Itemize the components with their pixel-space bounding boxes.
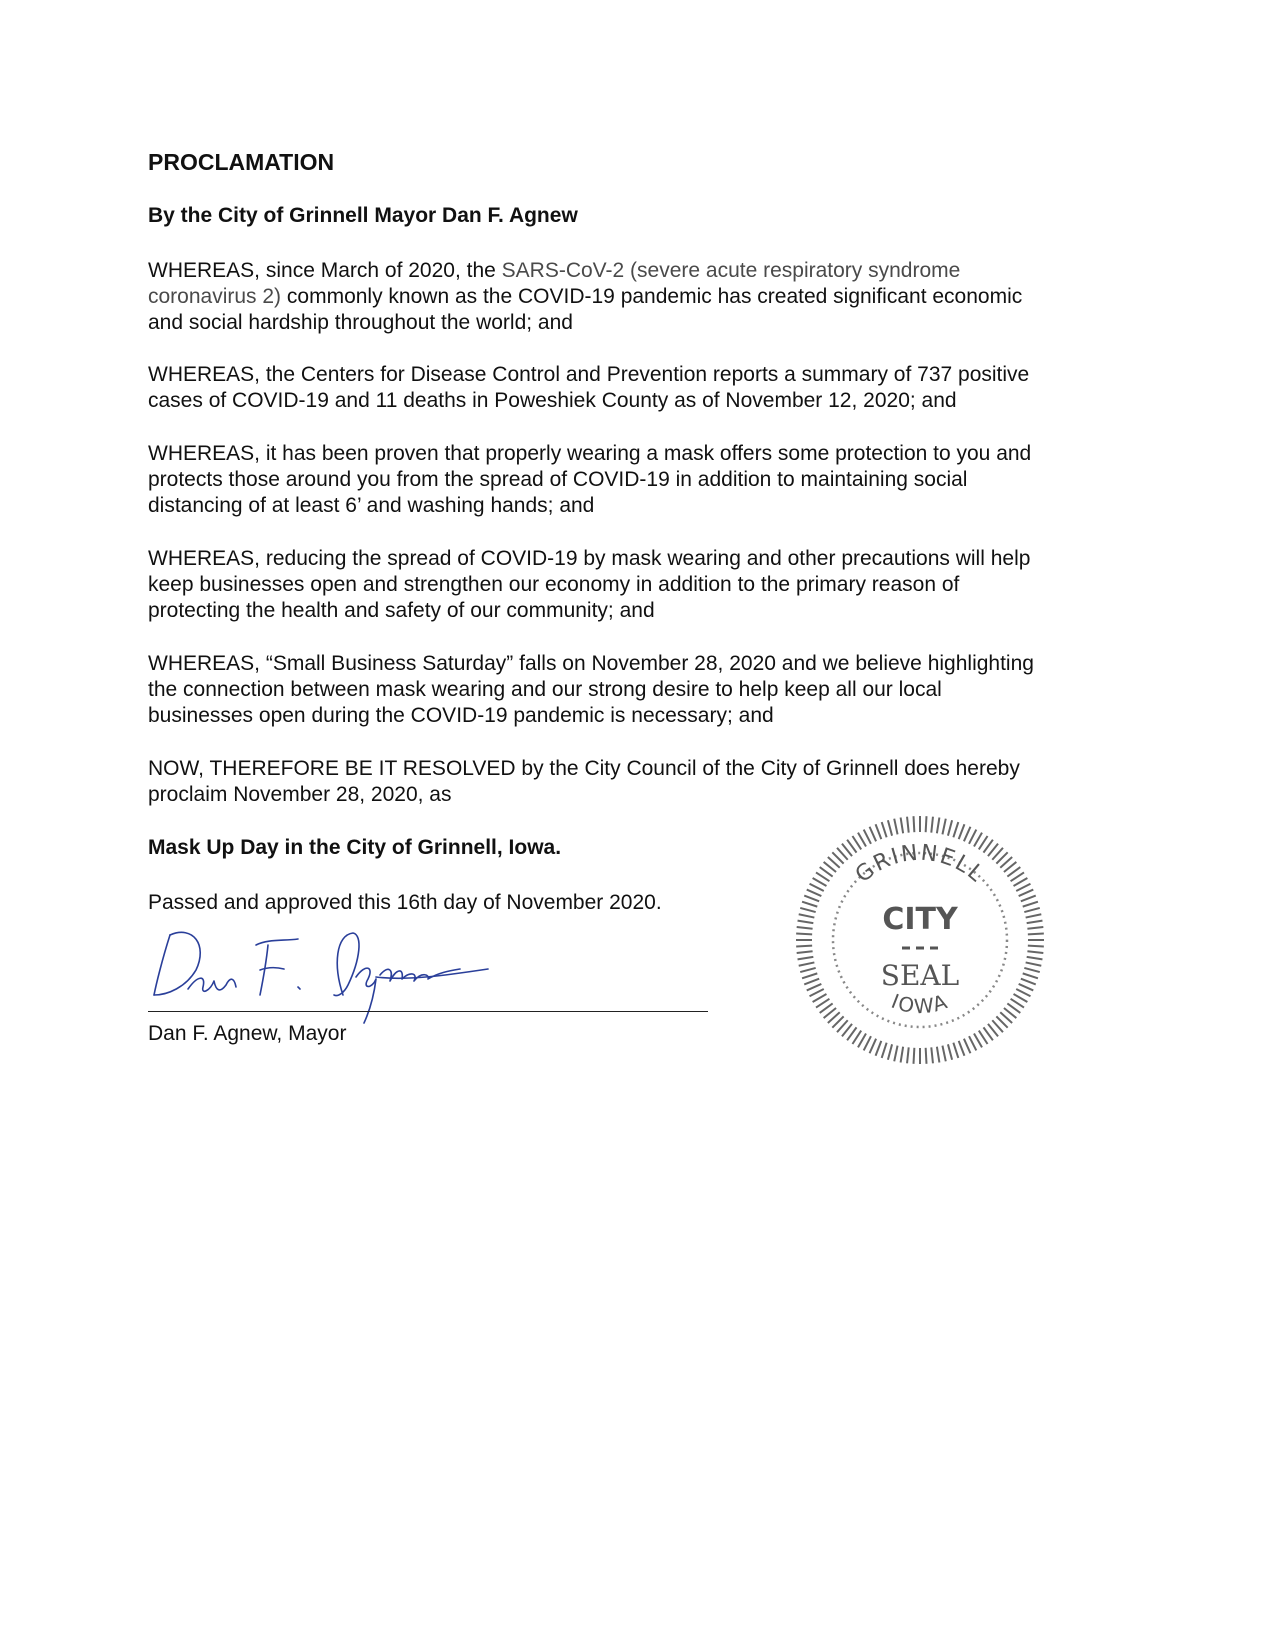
text-run: WHEREAS, “Small Business Saturday” falls on November 28, 2020 and we believe highlighting [148,652,1034,675]
seal-tick [796,946,812,947]
seal-tick [948,820,952,835]
seal-tick [807,890,822,897]
seal-tick [926,1048,927,1064]
seal-tick [864,830,871,844]
seal-tick [858,833,866,847]
seal-tick [914,1048,915,1064]
seal-tick [813,878,827,886]
document-byline: By the City of Grinnell Mayor Dan F. Agnew [148,204,578,227]
seal-tick [948,1044,952,1059]
seal-tick [800,968,815,972]
seal-tick [796,934,812,935]
seal-tick [802,902,817,907]
seal-tick [1028,934,1044,935]
seal-tick [953,1043,958,1058]
seal-tick [864,1036,871,1050]
seal-tick [799,962,815,965]
proclamation-resolution: Mask Up Day in the City of Grinnell, Iowa. [148,836,562,859]
seal-tick [937,1047,940,1063]
whereas-paragraph-2 [148,362,1128,414]
signature-line [148,1011,708,1012]
seal-tick [1024,968,1039,972]
whereas-paragraph-4 [148,546,1128,624]
seal-tick [907,817,909,833]
text-run: cases of COVID-19 and 11 deaths in Poweshiek County as of November 12, 2020; and [148,389,957,412]
seal-tick [959,824,965,839]
seal-tick [858,1034,866,1048]
text-run: commonly known as the COVID-19 pandemic has created significant economic [281,285,1023,308]
seal-tick [1014,994,1028,1002]
seal-tick [959,1041,965,1056]
seal-tick [1027,921,1043,924]
seal-tick [907,1047,909,1063]
document-title: PROCLAMATION [148,149,335,175]
seal-bottom-text: IOWA [888,988,952,1019]
seal-tick [931,817,933,833]
seal-tick [882,822,887,837]
text-run: WHEREAS, it has been proven that properly wearing a mask offers some protection to you and [148,442,1032,465]
seal-tick [807,984,822,991]
text-run: keep businesses open and strengthen our economy in addition to the primary reason of [148,573,960,596]
seal-tick [1024,908,1039,912]
seal-tick [974,833,982,847]
seal-tick [876,824,882,839]
seal-tick [810,884,824,891]
seal-tick [974,1034,982,1048]
whereas-paragraph-3 [148,441,1128,519]
seal-tick [914,816,915,832]
seal-center-bottom-text: SEAL [880,959,960,992]
seal-tick [942,1046,945,1062]
seal-tick [870,1039,877,1054]
seal-tick [876,1041,882,1056]
seal-tick [1023,902,1038,907]
seal-tick [798,957,814,960]
seal-center-top-text: CITY [882,902,958,937]
seal-tick [969,1036,976,1050]
text-run: proclaim November 28, 2020, as [148,783,452,806]
seal-tick [926,816,927,832]
seal-tick [1028,946,1044,947]
seal-tick [799,914,815,917]
signer-name: Dan F. Agnew, Mayor [148,1022,347,1045]
seal-tick [953,822,958,837]
text-run: distancing of at least 6’ and washing hands; and [148,494,595,517]
seal-tick [1026,914,1042,917]
seal-tick [804,979,819,985]
seal-tick [901,818,904,834]
seal-tick [1026,962,1042,965]
whereas-paragraph-5 [148,651,1128,729]
mayor-signature [148,915,518,1025]
text-run-gray: coronavirus 2) [148,285,282,308]
seal-tick [888,1044,892,1059]
seal-tick [800,908,815,912]
text-run: protects those around you from the spread of COVID-19 in addition to maintaining social [148,468,968,491]
text-run: protecting the health and safety of our community; and [148,599,655,622]
text-run: businesses open during the COVID-19 pandemic is necessary; and [148,704,774,727]
seal-tick [804,896,819,902]
text-run: WHEREAS, the Centers for Disease Control and Prevention reports a summary of 737 positive [148,363,1030,386]
seal-tick [901,1047,904,1063]
seal-tick [1023,973,1038,978]
seal-tick [894,819,897,835]
resolved-paragraph [148,756,1128,808]
seal-tick [1027,951,1043,953]
text-run: NOW, THEREFORE BE IT RESOLVED by the City Council of the City of Grinnell does hereby [148,757,1020,780]
seal-tick [937,818,940,834]
whereas-paragraph-1 [148,258,1128,336]
seal-tick [931,1047,933,1063]
seal-tick [870,827,877,842]
seal-tick [1027,957,1043,960]
seal-tick [894,1046,897,1062]
seal-tick [797,951,813,953]
text-run: WHEREAS, reducing the spread of COVID-19 by mask wearing and other precautions will help [148,547,1031,570]
seal-tick [802,973,817,978]
seal-tick [797,927,813,929]
seal-tick [798,921,814,924]
text-run: and social hardship throughout the world; and [148,311,573,334]
text-run-gray: SARS-CoV-2 (severe acute respiratory syndrome [501,259,961,282]
city-seal [785,805,1055,1075]
text-run: the connection between mask wearing and our strong desire to help keep all our local [148,678,942,701]
seal-tick [882,1043,887,1058]
seal-tick [1027,927,1043,929]
seal-tick [942,819,945,835]
seal-tick [1021,979,1036,985]
seal-top-text: GRINNELL [851,840,990,889]
passed-statement: Passed and approved this 16th day of November 2020. [148,891,662,914]
seal-tick [888,820,892,835]
seal-tick [813,994,827,1002]
seal-tick [964,1039,971,1054]
seal-tick [1016,989,1030,996]
seal-tick [1019,984,1034,991]
text-run: WHEREAS, since March of 2020, the [148,259,502,282]
seal-tick [1019,890,1034,897]
seal-tick [969,830,976,844]
seal-tick [1021,896,1036,902]
seal-tick [964,827,971,842]
seal-tick [1014,878,1028,886]
seal-tick [1016,884,1030,891]
seal-tick [810,989,824,996]
